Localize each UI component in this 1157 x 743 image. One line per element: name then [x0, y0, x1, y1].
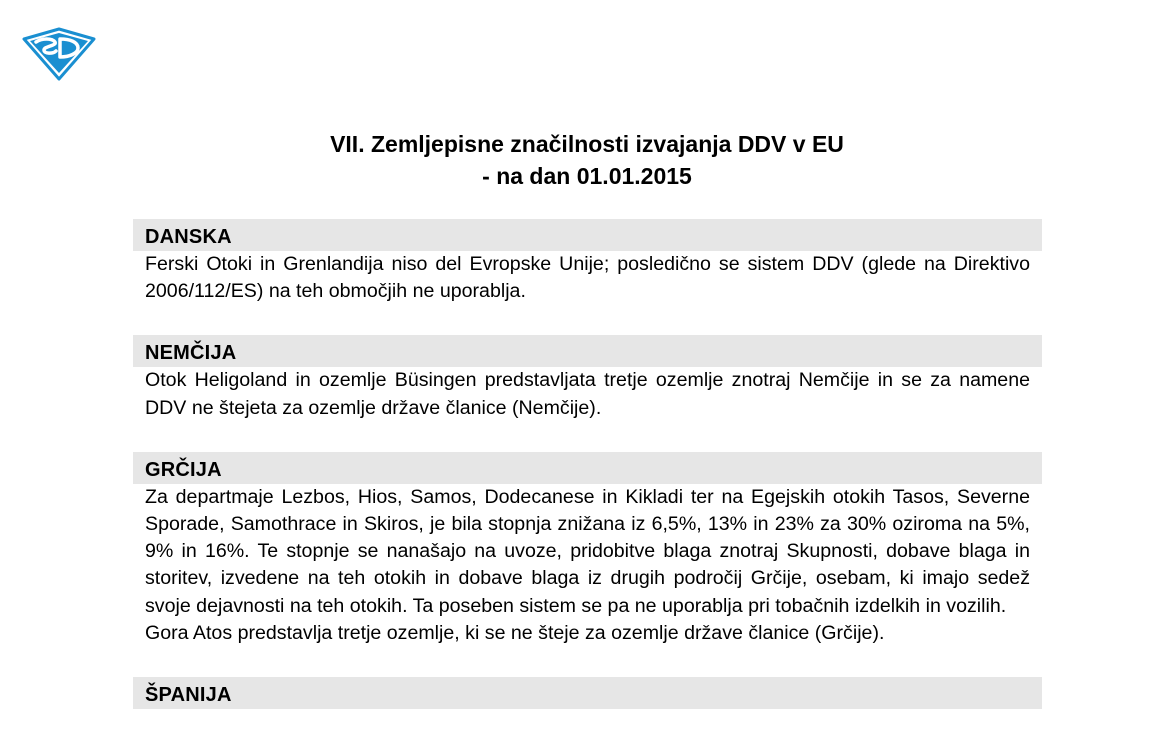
section-body	[133, 251, 1042, 305]
document-body	[133, 219, 1042, 739]
paragraph: Za departmaje Lezbos, Hios, Samos, Dodecanese in Kikladi ter na Egejskih otokih Tasos, Severne Sporade, Samothrace in Skiros, je bila stopnja znižana iz 6,5%, 13% in 23% za 30% oziroma na 5%, 9% in 16%. Te stopnje se nanašajo na uvoze, pridobitve blaga znotraj Skupnosti, dobave blaga in storitev, izvedene na teh otokih in dobave blaga iz drugih področij Grčije, osebam, ki imajo sedež svoje dejavnosti na teh otokih. Ta poseben sistem se pa ne uporablja pri tobačnih izdelkih in vozilih.	[145, 485, 1030, 617]
paragraph: Otok Heligoland in ozemlje Büsingen predstavljata tretje ozemlje znotraj Nemčije in se za namene DDV ne štejeta za ozemlje države članice (Nemčije).	[145, 369, 1030, 419]
title-line-2: - na dan 01.01.2015	[482, 163, 692, 189]
section-greece	[133, 452, 1042, 647]
paragraph: Gora Atos predstavlja tretje ozemlje, ki se ne šteje za ozemlje države članice (Grčije).	[145, 621, 885, 644]
company-logo	[22, 27, 96, 81]
section-body	[133, 484, 1042, 647]
sd-logo-icon	[22, 27, 96, 81]
title-line-1: VII. Zemljepisne značilnosti izvajanja DDV v EU	[330, 131, 844, 157]
section-heading: GRČIJA	[133, 452, 1042, 484]
section-denmark	[133, 219, 1042, 305]
section-heading: NEMČIJA	[133, 335, 1042, 367]
section-spain	[133, 677, 1042, 709]
page-title	[0, 128, 1157, 192]
section-body	[133, 367, 1042, 421]
section-heading: ŠPANIJA	[133, 677, 1042, 709]
paragraph: Ferski Otoki in Grenlandija niso del Evropske Unije; posledično se sistem DDV (glede na Direktivo 2006/112/ES) na teh območjih ne uporablja.	[145, 253, 1030, 303]
section-heading: DANSKA	[133, 219, 1042, 251]
section-germany	[133, 335, 1042, 421]
